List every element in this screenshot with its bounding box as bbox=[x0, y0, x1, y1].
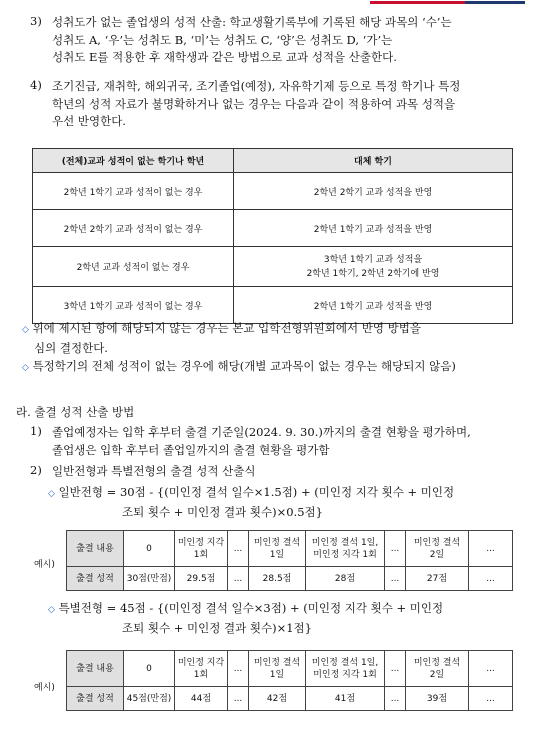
diamond-bullet-icon: ◇ bbox=[22, 325, 29, 335]
accent-navy-line bbox=[465, 1, 525, 4]
table-cell: 41점 bbox=[306, 687, 385, 711]
table-cell: 45점(만점) bbox=[124, 687, 175, 711]
table-cell: 44점 bbox=[175, 687, 228, 711]
cell-line: 미인정 지각 1회 bbox=[313, 549, 377, 560]
cell-text bbox=[175, 537, 227, 561]
table-cell bbox=[306, 531, 385, 567]
note-text: 특정학기의 전체 성적이 없는 경우에 해당(개별 교과목이 없는 경우는 해당되지 않음) bbox=[32, 359, 456, 373]
formula-text: 특별전형 = 45점 - {(미인정 결석 일수×3점) + (미인정 지각 횟수 + 미인정 bbox=[58, 601, 444, 615]
paragraph-line: 우선 반영한다. bbox=[52, 114, 126, 128]
paragraph-r1 bbox=[52, 424, 532, 459]
table-cell: ... bbox=[469, 651, 513, 687]
table-cell: 2학년 1학기 교과 성적을 반영 bbox=[234, 210, 513, 247]
table-cell: 30점(만점) bbox=[124, 567, 175, 591]
cell-line: 1회 bbox=[193, 549, 209, 560]
example-label: 예시) bbox=[34, 560, 55, 570]
cell-line: 미인정 결석 1일, bbox=[311, 657, 379, 668]
paragraph-3 bbox=[52, 14, 532, 67]
paragraph-line: 성취도가 없는 졸업생의 성적 산출: 학교생활기록부에 기록된 해당 과목의 ‘수’는 bbox=[52, 15, 452, 29]
table-row bbox=[33, 287, 513, 324]
accent-red-line bbox=[370, 1, 465, 4]
cell-line: 2일 bbox=[429, 669, 445, 680]
table-cell: ... bbox=[385, 531, 406, 567]
table-cell: 2학년 1학기 교과 성적이 없는 경우 bbox=[33, 173, 234, 210]
cell-line: 미인정 지각 bbox=[177, 657, 225, 668]
cell-text bbox=[175, 657, 227, 681]
general-formula bbox=[48, 484, 533, 521]
paragraph-line: 졸업예정자는 입학 후부터 출결 기준일(2024. 9. 30.)까지의 출결 현황을 평가하며, bbox=[52, 425, 471, 439]
table-row bbox=[33, 210, 513, 247]
cell-line: 2학년 1학기, 2학년 2학기에 반영 bbox=[306, 268, 440, 279]
table-cell: ... bbox=[228, 687, 249, 711]
table-cell: ... bbox=[385, 687, 406, 711]
table-header: 대체 학기 bbox=[234, 149, 513, 173]
table-cell: 2학년 교과 성적이 없는 경우 bbox=[33, 247, 234, 287]
cell-line: 미인정 결석 bbox=[413, 657, 461, 668]
table-cell: 28.5점 bbox=[249, 567, 306, 591]
paragraph-4 bbox=[52, 78, 532, 131]
table-cell: 42점 bbox=[249, 687, 306, 711]
cell-text bbox=[306, 537, 384, 561]
formula-text: 일반전형 = 30점 - {(미인정 결석 일수×1.5점) + (미인정 지각 횟수 + 미인정 bbox=[58, 485, 455, 499]
table-cell: 29.5점 bbox=[175, 567, 228, 591]
cell-line: 1회 bbox=[193, 669, 209, 680]
diamond-bullet-icon: ◇ bbox=[48, 605, 55, 615]
cell-text bbox=[406, 537, 468, 561]
table-cell: 39점 bbox=[406, 687, 469, 711]
cell-text bbox=[249, 657, 305, 681]
table-cell: 3학년 1학기 교과 성적이 없는 경우 bbox=[33, 287, 234, 324]
row-label: 출결 내용 bbox=[67, 531, 124, 567]
table-cell: ... bbox=[228, 651, 249, 687]
cell-line: 1일 bbox=[269, 669, 285, 680]
table-cell: 28점 bbox=[306, 567, 385, 591]
table-row bbox=[67, 651, 513, 687]
item-number: 2) bbox=[30, 463, 42, 477]
cell-line: 미인정 결석 1일, bbox=[311, 537, 379, 548]
table-cell bbox=[406, 651, 469, 687]
table-cell: 0 bbox=[124, 651, 175, 687]
row-label: 출결 내용 bbox=[67, 651, 124, 687]
table-cell: 2학년 2학기 교과 성적을 반영 bbox=[234, 173, 513, 210]
cell-line: 3학년 1학기 교과 성적을 bbox=[323, 254, 423, 265]
example-label: 예시) bbox=[34, 683, 55, 693]
substitute-semester-table bbox=[32, 148, 513, 324]
formula-text: 조퇴 횟수 + 미인정 결과 횟수)×0.5점} bbox=[122, 504, 323, 519]
table-cell: ... bbox=[228, 567, 249, 591]
cell-line: 미인정 결석 bbox=[253, 537, 301, 548]
cell-text bbox=[406, 657, 468, 681]
paragraph-line: 성취도 A, ‘우’는 성취도 B, ‘미’는 성취도 C, ‘양’은 성취도 D, ‘가’는 bbox=[52, 32, 393, 47]
table-cell: ... bbox=[469, 687, 513, 711]
table-cell bbox=[306, 651, 385, 687]
table-cell bbox=[249, 531, 306, 567]
paragraph-r2: 일반전형과 특별전형의 출결 성적 산출식 bbox=[52, 464, 256, 478]
cell-line: 미인정 지각 1회 bbox=[313, 669, 377, 680]
item-number: 1) bbox=[30, 424, 42, 438]
table-cell bbox=[175, 651, 228, 687]
paragraph-line: 조기진급, 재취학, 해외귀국, 조기졸업(예정), 자유학기제 등으로 특정 학기나 특정 bbox=[52, 79, 461, 93]
table-row bbox=[67, 567, 513, 591]
table-cell: ... bbox=[469, 567, 513, 591]
table-row bbox=[67, 687, 513, 711]
special-attendance-table bbox=[66, 650, 513, 711]
cell-text bbox=[306, 657, 384, 681]
table-cell: ... bbox=[228, 531, 249, 567]
note-text: 심의 결정한다. bbox=[34, 340, 108, 355]
cell-line: 2일 bbox=[429, 549, 445, 560]
row-label: 출결 성적 bbox=[67, 687, 124, 711]
paragraph-line: 학년의 성적 자료가 불명확하거나 없는 경우는 다음과 같이 적용하여 과목 성적을 bbox=[52, 96, 456, 111]
table-cell: 27점 bbox=[406, 567, 469, 591]
section-heading: 라. 출결 성적 산출 방법 bbox=[16, 405, 135, 419]
table-cell bbox=[175, 531, 228, 567]
note-1 bbox=[22, 320, 532, 357]
formula-text: 조퇴 횟수 + 미인정 결과 횟수)×1점} bbox=[122, 620, 312, 635]
item-number: 4) bbox=[30, 78, 42, 92]
table-row bbox=[67, 531, 513, 567]
note-2 bbox=[22, 358, 532, 378]
cell-line: 미인정 결석 bbox=[413, 537, 461, 548]
table-cell: 0 bbox=[124, 531, 175, 567]
table-cell: 2학년 1학기 교과 성적을 반영 bbox=[234, 287, 513, 324]
table-cell: 2학년 2학기 교과 성적이 없는 경우 bbox=[33, 210, 234, 247]
table-cell bbox=[406, 531, 469, 567]
row-label: 출결 성적 bbox=[67, 567, 124, 591]
table-cell: ... bbox=[469, 531, 513, 567]
item-number: 3) bbox=[30, 14, 42, 28]
table-row bbox=[33, 173, 513, 210]
general-attendance-table bbox=[66, 530, 513, 591]
cell-text bbox=[249, 537, 305, 561]
paragraph-line: 성취도 E를 적용한 후 재학생과 같은 방법으로 교과 성적을 산출한다. bbox=[52, 50, 397, 64]
table-cell bbox=[249, 651, 306, 687]
note-text: 위에 제시된 항에 해당되지 않는 경우는 본교 입학전형위원회에서 반영 방법을 bbox=[32, 321, 421, 335]
cell-line: 미인정 결석 bbox=[253, 657, 301, 668]
table-cell bbox=[234, 247, 513, 287]
diamond-bullet-icon: ◇ bbox=[22, 363, 29, 373]
table-header: (전체)교과 성적이 없는 학기나 학년 bbox=[33, 149, 234, 173]
diamond-bullet-icon: ◇ bbox=[48, 489, 55, 499]
cell-line: 미인정 지각 bbox=[177, 537, 225, 548]
table-cell: ... bbox=[385, 651, 406, 687]
top-accent-bar bbox=[0, 0, 537, 10]
special-formula bbox=[48, 600, 533, 637]
paragraph-line: 졸업생은 입학 후부터 졸업일까지의 출결 현황을 평가함 bbox=[52, 442, 330, 457]
table-cell: ... bbox=[385, 567, 406, 591]
cell-line: 1일 bbox=[269, 549, 285, 560]
table-row bbox=[33, 247, 513, 287]
